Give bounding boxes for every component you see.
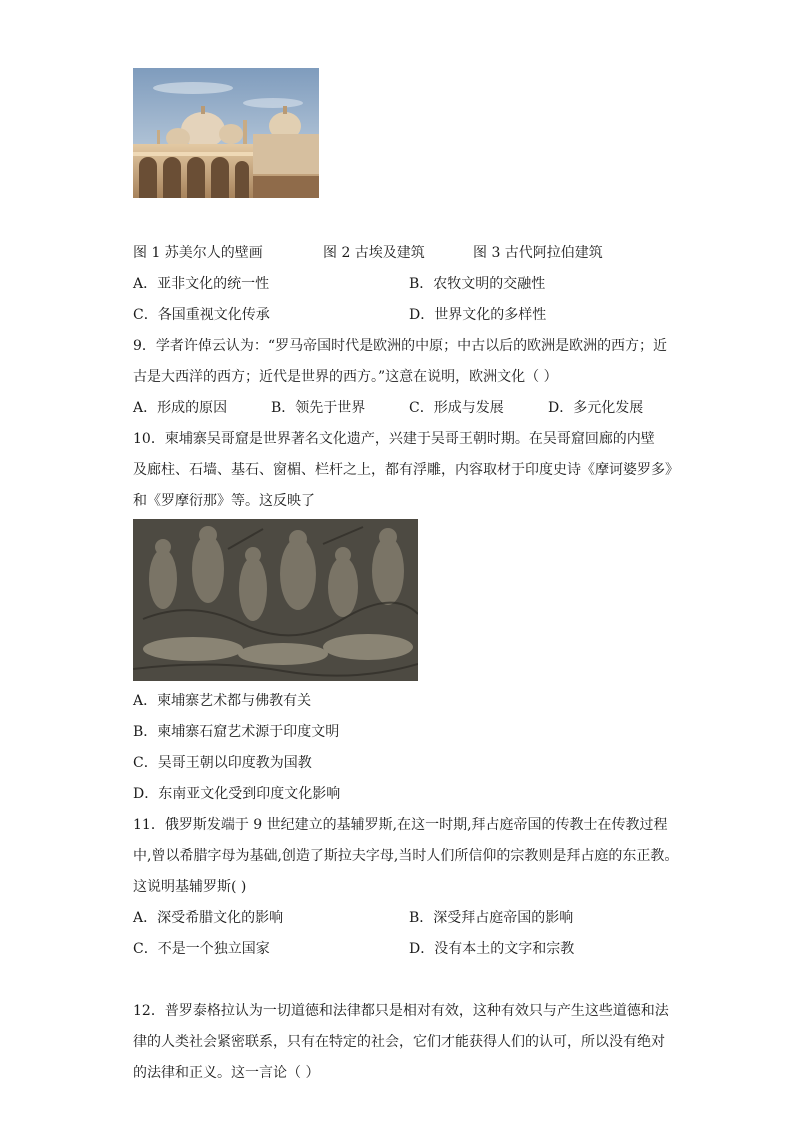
q11-stem-line-3: 这说明基辅罗斯( ) <box>133 879 247 895</box>
q8-option-c: C．各国重视文化传承 <box>133 307 270 323</box>
q8-option-d: D．世界文化的多样性 <box>409 307 547 323</box>
q12-stem-line-3: 的法律和正义。这一言论（ ） <box>133 1065 320 1081</box>
q8-option-b: B．农牧文明的交融性 <box>409 276 546 292</box>
q11-stem-line-2: 中,曾以希腊字母为基础,创造了斯拉夫字母,当时人们所信仰的宗教则是拜占庭的东正教。 <box>133 848 679 864</box>
q10-option-a: A．柬埔寨艺术都与佛教有关 <box>133 693 312 709</box>
angkor-wat-relief-photo <box>133 519 418 681</box>
q10-option-d: D．东南亚文化受到印度文化影响 <box>133 786 341 802</box>
q11-option-c: C．不是一个独立国家 <box>133 941 270 957</box>
q10-stem-line-3: 和《罗摩衍那》等。这反映了 <box>133 493 315 509</box>
caption-figure-1: 图 1 苏美尔人的壁画 <box>133 245 263 261</box>
arabic-architecture-photo <box>133 68 319 198</box>
q11-option-a: A．深受希腊文化的影响 <box>133 910 284 926</box>
q9-option-d: D．多元化发展 <box>548 400 644 416</box>
q10-stem-line-1: 10．柬埔寨吴哥窟是世界著名文化遗产，兴建于吴哥王朝时期。在吴哥窟回廊的内壁 <box>133 431 655 447</box>
q12-stem-line-1: 12．普罗泰格拉认为一切道德和法律都只是相对有效，这种有效只与产生这些道德和法 <box>133 1003 669 1019</box>
figure-captions <box>133 243 603 263</box>
q11-option-b: B．深受拜占庭帝国的影响 <box>409 910 574 926</box>
q9-stem-line-2: 古是大西洋的西方；近代是世界的西方。”这意在说明，欧洲文化（ ） <box>133 369 558 385</box>
q9-option-b: B．领先于世界 <box>271 400 366 416</box>
q9-option-c: C．形成与发展 <box>409 400 504 416</box>
caption-figure-3: 图 3 古代阿拉伯建筑 <box>473 245 603 261</box>
q11-option-d: D．没有本土的文字和宗教 <box>409 941 575 957</box>
q10-option-b: B．柬埔寨石窟艺术源于印度文明 <box>133 724 340 740</box>
caption-figure-2: 图 2 古埃及建筑 <box>323 245 425 261</box>
q10-stem-line-2: 及廊柱、石墙、基石、窗楣、栏杆之上，都有浮雕，内容取材于印度史诗《摩诃婆罗多》 <box>133 462 679 478</box>
q10-option-c: C．吴哥王朝以印度教为国教 <box>133 755 312 771</box>
q8-option-a: A．亚非文化的统一性 <box>133 276 270 292</box>
q12-stem-line-2: 律的人类社会紧密联系，只有在特定的社会，它们才能获得人们的认可，所以没有绝对 <box>133 1034 665 1050</box>
q11-stem-line-1: 11．俄罗斯发端于 9 世纪建立的基辅罗斯,在这一时期,拜占庭帝国的传教士在传教过程 <box>133 817 668 833</box>
q9-option-a: A．形成的原因 <box>133 400 228 416</box>
q9-stem-line-1: 9．学者许倬云认为：“罗马帝国时代是欧洲的中原；中古以后的欧洲是欧洲的西方；近 <box>133 338 668 354</box>
